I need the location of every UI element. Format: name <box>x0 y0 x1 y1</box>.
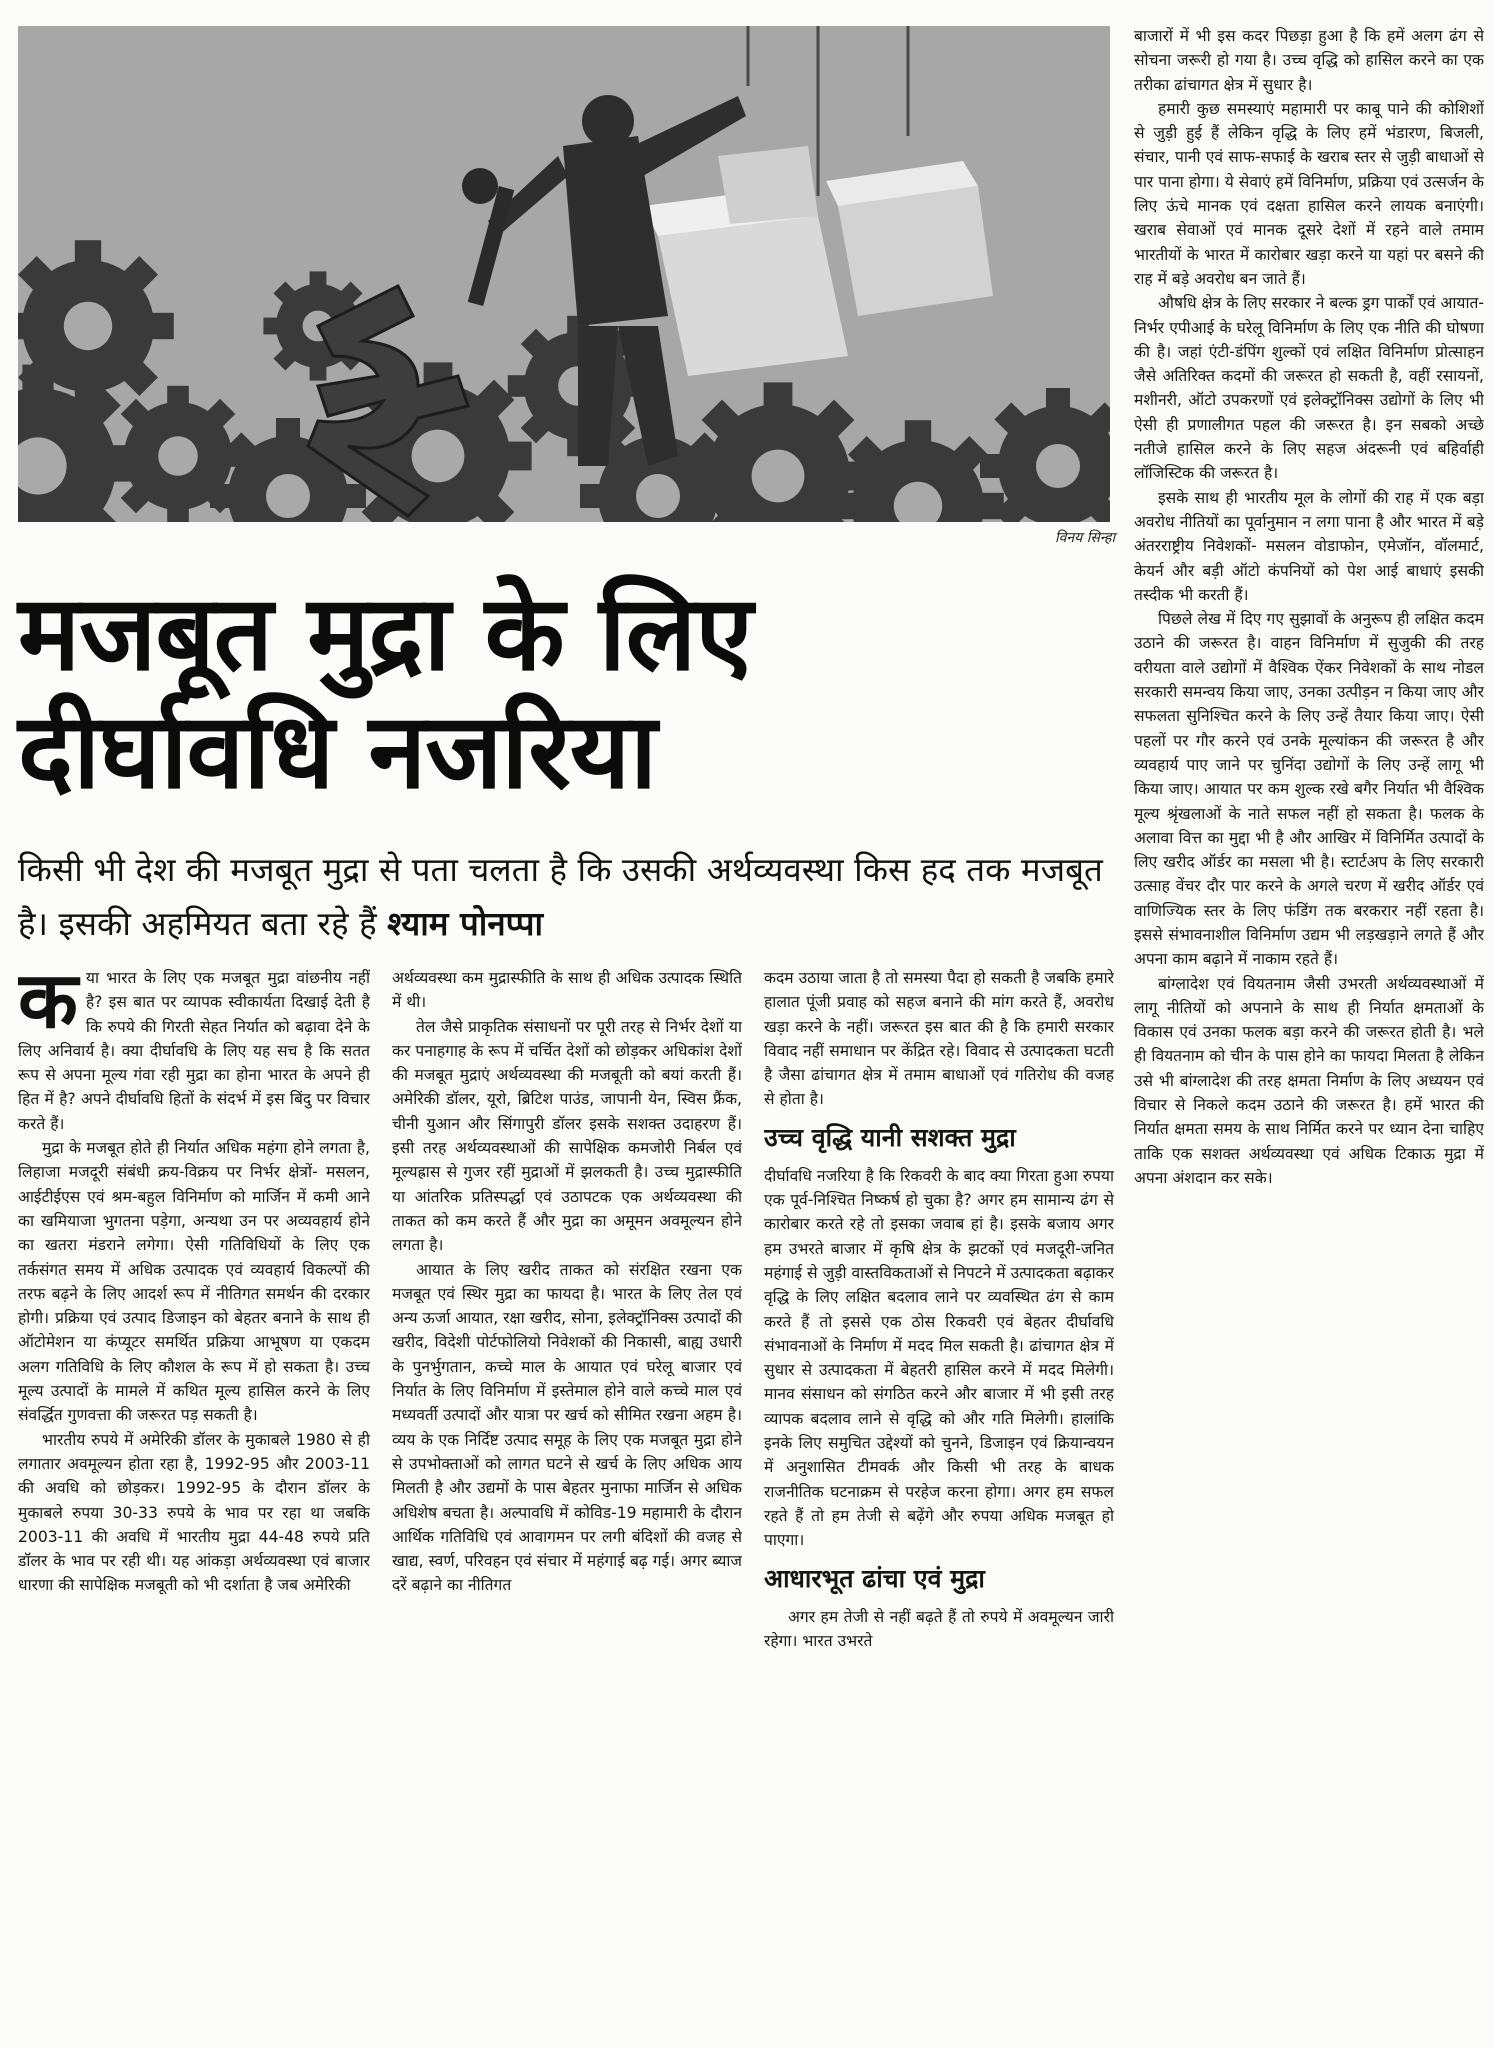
author-name: श्याम पोनप्पा <box>387 904 544 943</box>
paragraph: कया भारत के लिए एक मजबूत मुद्रा वांछनीय नहीं है? इस बात पर व्यापक स्वीकार्यता दिखाई देती है कि रुपये की गिरती सेहत निर्यात को बढ़ावा देने के लिए अनिवार्य है। क्या दीर्घावधि के लिए यह सच है कि सतत रूप से अपना मूल्य गंवा रही मुद्रा का होना भारत के अपने ही हित में है? अपने दीर्घावधि हितों के संदर्भ में इस बिंदु पर विचार करते हैं। <box>18 966 370 1133</box>
standfirst <box>18 843 1108 951</box>
paragraph: अगर हम तेजी से नहीं बढ़ते हैं तो रुपये में अवमूल्यन जारी रहेगा। भारत उभरते <box>764 1607 1114 1650</box>
headline <box>18 574 752 810</box>
article-column-4 <box>1134 24 1484 2038</box>
drop-cap: क <box>18 966 78 1046</box>
paragraph: तेल जैसे प्राकृतिक संसाधनों पर पूरी तरह से निर्भर देशों या कर पनाहगाह के रूप में चर्चित देशों को छोड़कर अधिकांश देशों की मजबूत मुद्राएं अर्थव्यवस्था की मजबूती को बयां करती हैं। अमेरिकी डॉलर, यूरो, ब्रिटिश पाउंड, जापानी येन, स्विस फ्रैंक, चीनी युआन और सिंगापुरी डॉलर इसके सशक्त उदाहरण हैं। इसी तरह अर्थव्यवस्थाओं की सापेक्षिक कमजोरी निर्बल एवं मूल्यह्रास से गुजर रहीं मुद्राओं में झलकती है। उच्च मुद्रास्फीति या आंतरिक प्रतिस्पर्द्धा एवं उठापटक एक अर्थव्यवस्था की ताकत को कम करते हैं और मुद्रा का अमूमन अवमूल्यन होने लगता है। <box>392 1017 742 1255</box>
article-column-2 <box>392 966 742 2038</box>
paragraph: दीर्घावधि नजरिया है कि रिकवरी के बाद क्या गिरता हुआ रुपया एक पूर्व-निश्चित निष्कर्ष हो चुका है? अगर हम सामान्य ढंग से कारोबार करते रहे तो इसका जवाब हां है। इसके बजाय अगर हम उभरते बाजार में कृषि क्षेत्र के झटकों एवं मजदूरी-जनित महंगाई से जुड़ी वास्तविकताओं से निपटने में उत्पादकता बढ़ाकर वृद्धि के लिए लक्षित बदलाव लाने पर व्यवस्थित ढंग से काम करते हैं तो इससे एक ठोस रिकवरी एवं बेहतर दीर्घावधि संभावनाओं के निर्माण में मदद मिल सकती है। ढांचागत क्षेत्र में सुधार से उत्पादकता में बेहतरी हासिल करने में मदद मिलेगी। मानव संसाधन को संगठित करने और बाजार में भी इसी तरह व्यापक बदलाव लाने से वृद्धि को और गति मिलेगी। हालांकि इनके लिए समुचित उद्देश्यों को चुनने, डिजाइन एवं क्रियान्वयन में अनुशासित टीमवर्क और किसी भी तरह के बाधक राजनीतिक घटनाक्रम से परहेज करना होगा। अगर हम सफल रहते हैं तो हम तेजी से बढ़ेंगे और रुपया अधिक मजबूत हो पाएगा। <box>764 1166 1114 1550</box>
paragraph: कदम उठाया जाता है तो समस्या पैदा हो सकती है जबकि हमारे हालात पूंजी प्रवाह को सहज बनाने की मांग करते हैं, अवरोध खड़ा करने के नहीं। जरूरत इस बात की है कि हमारी सरकार विवाद नहीं समाधान पर केंद्रित रहे। विवाद से उत्पादकता घटती है जैसा ढांचागत क्षेत्र में तमाम बाधाओं एवं गतिरोध की वजह से होता है। <box>764 969 1114 1109</box>
paragraph: बांग्लादेश एवं वियतनाम जैसी उभरती अर्थव्यवस्थाओं में लागू नीतियों को अपनाने के साथ ही निर्यात क्षमताओं के विकास एवं उनका फलक बड़ा करने की जरूरत होती है। भले ही वियतनाम को चीन के पास होने का फायदा मिलता है लेकिन उसे भी बांग्लादेश की तरह क्षमता निर्माण के लिए अध्ययन एवं विचार से निकले कदम उठाने की जरूरत है। हमें भारत की निर्यात क्षमता समय के साथ निर्मित करने पर ध्यान देना चाहिए ताकि एक सशक्त अर्थव्यवस्था एवं अधिक टिकाऊ मुद्रा में अपना अंशदान कर सके। <box>1134 974 1484 1187</box>
headline-line-1: मजबूत मुद्रा के लिए <box>18 572 752 694</box>
subheading: आधारभूत ढांचा एवं मुद्रा <box>764 1563 985 1593</box>
gears-worker-illustration <box>18 26 1110 522</box>
paragraph: अर्थव्यवस्था कम मुद्रास्फीति के साथ ही अधिक उत्पादक स्थिति में थी। <box>392 969 742 1012</box>
headline-line-2: दीर्घावधि नजरिया <box>18 690 657 812</box>
paragraph: भारतीय रुपये में अमेरिकी डॉलर के मुकाबले 1980 से ही लगातार अवमूल्यन होता रहा है, 1992-95 और 2003-11 की अवधि को छोड़कर। 1992-95 के दौरान डॉलर के मुकाबले रुपया 30-33 रुपये के भाव पर रहा था जबकि 2003-11 की अवधि में भारतीय मुद्रा 44-48 रुपये प्रति डॉलर के भाव पर रही थी। यह आंकड़ा अर्थव्यवस्था एवं बाजार धारणा की सापेक्षिक मजबूती को भी दर्शाता है जब अमेरिकी <box>18 1430 370 1595</box>
paragraph: मुद्रा के मजबूत होते ही निर्यात अधिक महंगा होने लगता है, लिहाजा मजदूरी संबंधी क्रय-विक्रय पर निर्भर क्षेत्रों- मसलन, आईटीईएस एवं श्रम-बहुल विनिर्माण को मार्जिन में कमी आने का खमियाजा भुगतना पड़ेगा, अन्यथा उन पर अव्यवहार्य होने का खतरा मंडराने लगेगा। ऐसी गतिविधियों के लिए एक तर्कसंगत समय में अधिक उत्पादक एवं व्यवहार्य विकल्पों की तरफ बढ़ने के लिए आदर्श रूप में नीतिगत समर्थन की दरकार होगी। प्रक्रिया एवं उत्पाद डिजाइन को बेहतर बनाने के साथ ही ऑटोमेशन या कंप्यूटर समर्थित प्रक्रिया आभूषण या एकदम अलग गतिविधि के लिए कौशल के रूप में हो सकता है। उच्च मूल्य उत्पादों के मामले में कथित मूल्य हासिल करने के लिए संवर्द्धित गुणवत्ता की जरूरत पड़ सकती है। <box>18 1139 370 1425</box>
paragraph: इसके साथ ही भारतीय मूल के लोगों की राह में एक बड़ा अवरोध नीतियों का पूर्वानुमान न लगा पाना है और भारत में बड़े अंतरराष्ट्रीय निवेशकों- मसलन वोडाफोन, एमेजॉन, वॉलमार्ट, केयर्न और बड़ी ऑटो कंपनियों को पेश आई बाधाएं इसकी तस्दीक भी करती हैं। <box>1134 488 1484 604</box>
illustration-credit: विनय सिन्हा <box>1055 530 1116 546</box>
paragraph: बाजारों में भी इस कदर पिछड़ा हुआ है कि हमें अलग ढंग से सोचना जरूरी हो गया है। उच्च वृद्धि को हासिल करने का एक तरीका ढांचागत क्षेत्र में सुधार है। <box>1134 27 1484 94</box>
paragraph: आयात के लिए खरीद ताकत को संरक्षित रखना एक मजबूत एवं स्थिर मुद्रा का फायदा है। भारत के लिए तेल एवं अन्य ऊर्जा आयात, रक्षा खरीद, सोना, इलेक्ट्रॉनिक्स उत्पादों की खरीद, विदेशी पोर्टफोलियो निवेशकों की निकासी, बाह्य उधारी के पुनर्भुगतान, कच्चे माल के आयात एवं घरेलू बाजार एवं निर्यात के लिए विनिर्माण में इस्तेमाल होने वाले कच्चे माल एवं मध्यवर्ती उत्पादों और यात्रा पर खर्च को सीमित रखना अहम है। व्यय के एक निर्दिष्ट उत्पाद समूह के लिए एक मजबूत मुद्रा होने से उपभोक्ताओं को लागत घटने से खर्च के लिए अधिक आय मिलती है और उद्यमों के पास बेहतर मुनाफा मार्जिन से अधिक अधिशेष बचता है। अल्पावधि में कोविड-19 महामारी के दौरान आर्थिक गतिविधि एवं आवागमन पर लगी बंदिशों की वजह से खाद्य, स्वर्ण, परिवहन एवं संचार में महंगाई बढ़ गई। अगर ब्याज दरें बढ़ाने का नीतिगत <box>392 1260 742 1595</box>
article-illustration <box>18 26 1110 522</box>
standfirst-text: किसी भी देश की मजबूत मुद्रा से पता चलता है कि उसकी अर्थव्यवस्था किस हद तक मजबूत है। इसकी अहमियत बता रहे हैं <box>18 850 1103 943</box>
article-column-3 <box>764 966 1114 2038</box>
article-column-1 <box>18 966 370 2038</box>
subheading: उच्च वृद्धि यानी सशक्त मुद्रा <box>764 1122 1016 1152</box>
paragraph: पिछले लेख में दिए गए सुझावों के अनुरूप ही लक्षित कदम उठाने की जरूरत है। वाहन विनिर्माण में सुजुकी की तरह वरीयता वाले उद्योगों में वैश्विक ऐंकर निवेशकों के साथ नोडल सरकारी समन्वय किया जाए, उनका उत्पीड़न न किया जाए और सफलता सुनिश्चित करने के लिए उन्हें तैयार किया जाए। ऐसी पहलों पर गौर करने एवं उनके मूल्यांकन की जरूरत है और व्यवहार्य पाए जाने पर चुनिंदा उद्योगों के लिए उन्हें लागू भी किया जाए। आयात पर कम शुल्क रखे बगैर निर्यात भी वैश्विक मूल्य श्रृंखलाओं के नाते सफल नहीं हो सकता है। फलक के अलावा वित्त का मुद्दा भी है और आखिर में विनिर्मित उत्पादों के लिए खरीद ऑर्डर का मसला भी है। स्टार्टअप के लिए सरकारी उत्साह वेंचर दौर पार करने के अगले चरण में खरीद ऑर्डर एवं वाणिज्यिक स्तर के लिए फंडिंग तक बरकरार नहीं रहता है। इससे संभावनाशील विनिर्माण उद्यम भी लड़खड़ाने लगते हैं और अपना काम बढ़ाने में नाकाम रहते हैं। <box>1134 610 1484 969</box>
paragraph: हमारी कुछ समस्याएं महामारी पर काबू पाने की कोशिशों से जुड़ी हुई हैं लेकिन वृद्धि के लिए हमें भंडारण, बिजली, संचार, पानी एवं साफ-सफाई के खराब स्तर से जुड़ी बाधाओं से पार पाना होगा। ये सेवाएं हमें विनिर्माण, प्रक्रिया एवं उत्सर्जन के लिए ऊंचे मानक एवं दक्षता हासिल करने लायक बनाएंगी। खराब सेवाओं एवं मानक दूसरे देशों में रहने वाले तमाम भारतीयों के भारत में कारोबार खड़ा करने या यहां पर बसने की राह में बड़े अवरोध बन जाते हैं। <box>1134 99 1484 288</box>
paragraph: औषधि क्षेत्र के लिए सरकार ने बल्क ड्रग पार्कों एवं आयात-निर्भर एपीआई के घरेलू विनिर्माण के लिए एक नीति की घोषणा की है। जहां एंटी-डंपिंग शुल्कों एवं लक्षित विनिर्माण प्रोत्साहन जैसे अतिरिक्त कदमों की जरूरत हो सकती है, वहीं रसायनों, मशीनरी, ऑटो उपकरणों एवं इलेक्ट्रॉनिक्स उद्योगों के लिए भी ऐसी ही प्रणालीगत पहल की जरूरत है। इन सबको अच्छे नतीजे हासिल करने के लिए सहज अंदरूनी एवं बहिर्वाही लॉजिस्टिक की जरूरत है। <box>1134 294 1484 483</box>
